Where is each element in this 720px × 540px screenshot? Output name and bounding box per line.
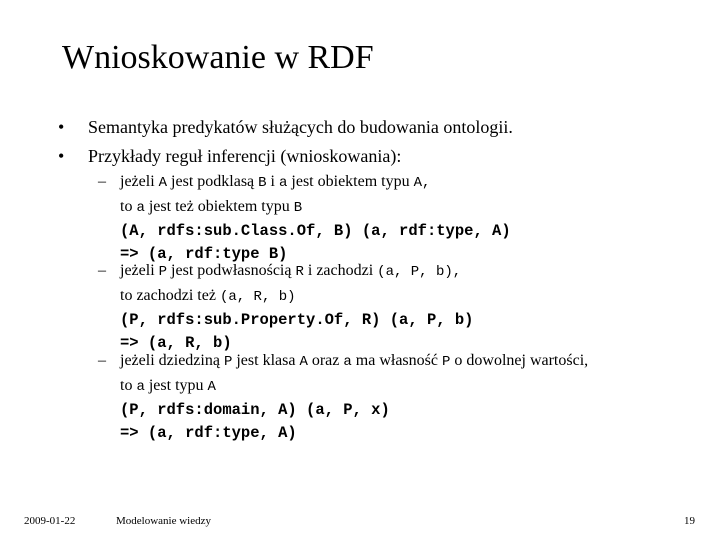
code-token: B (293, 200, 303, 216)
text: oraz (307, 352, 344, 369)
code-token: a (279, 175, 288, 191)
rule-conclusion (120, 195, 511, 220)
text: jest klasa (232, 352, 300, 369)
text: jeżeli dziedziną (120, 352, 224, 369)
rule-condition (120, 349, 588, 374)
rule-result-code: => (a, rdf:type, A) (120, 424, 297, 442)
text: jest typu (144, 377, 208, 394)
code-token: P (158, 264, 168, 280)
rule-conclusion (120, 284, 473, 309)
dash-marker: – (98, 262, 106, 279)
rule-result-code: => (a, rdf:type B) (120, 245, 288, 263)
bullet-marker: • (58, 146, 65, 166)
rule-result-code: => (a, R, b) (120, 334, 232, 352)
text: ma własność (351, 352, 442, 369)
dash-marker: – (98, 173, 106, 190)
rule-premise-code: (P, rdfs:sub.Property.Of, R) (a, P, b) (120, 311, 474, 329)
text: to (120, 377, 137, 394)
inference-rule (98, 259, 473, 355)
text: i zachodzi (303, 262, 378, 279)
text: to (120, 198, 137, 215)
code-token: (a, P, b), (377, 264, 462, 280)
rule-premise-code: (P, rdfs:domain, A) (a, P, x) (120, 401, 390, 419)
rule-conclusion (120, 374, 588, 399)
bullet-text: Semantyka predykatów służących do budowania ontologii. (88, 117, 513, 137)
bullet-item (58, 145, 401, 167)
rule-premise-code: (A, rdfs:sub.Class.Of, B) (a, rdf:type, A) (120, 222, 511, 240)
page-number: 19 (684, 515, 695, 527)
inference-rule (98, 349, 588, 445)
text: jest podwłasnością (167, 262, 296, 279)
code-token: a (343, 354, 352, 370)
code-token: R (295, 264, 304, 280)
text: jest też obiektem typu (144, 198, 294, 215)
text: jeżeli (120, 173, 159, 190)
text: jeżeli (120, 262, 159, 279)
rule-condition (120, 259, 473, 284)
text: to zachodzi też (120, 287, 220, 304)
code-token: P (441, 354, 451, 370)
code-token: B (258, 175, 267, 191)
bullet-item (58, 116, 513, 138)
code-token: a (136, 200, 145, 216)
footer-course: Modelowanie wiedzy (116, 515, 211, 527)
rule-condition (120, 170, 511, 195)
dash-marker: – (98, 352, 106, 369)
bullet-marker: • (58, 117, 65, 137)
code-token: (a, R, b) (219, 289, 296, 305)
text: i (266, 173, 279, 190)
text: jest podklasą (167, 173, 259, 190)
slide-title: Wnioskowanie w RDF (62, 39, 374, 76)
code-token: A (158, 175, 168, 191)
code-token: A, (413, 175, 431, 191)
code-token: P (223, 354, 233, 370)
footer-date: 2009-01-22 (24, 515, 76, 527)
bullet-text: Przykłady reguł inferencji (wnioskowania): (88, 146, 402, 166)
inference-rule (98, 170, 511, 266)
text: o dowolnej wartości, (450, 352, 589, 369)
code-token: A (207, 379, 216, 395)
code-token: A (299, 354, 308, 370)
code-token: a (136, 379, 145, 395)
text: jest obiektem typu (287, 173, 414, 190)
